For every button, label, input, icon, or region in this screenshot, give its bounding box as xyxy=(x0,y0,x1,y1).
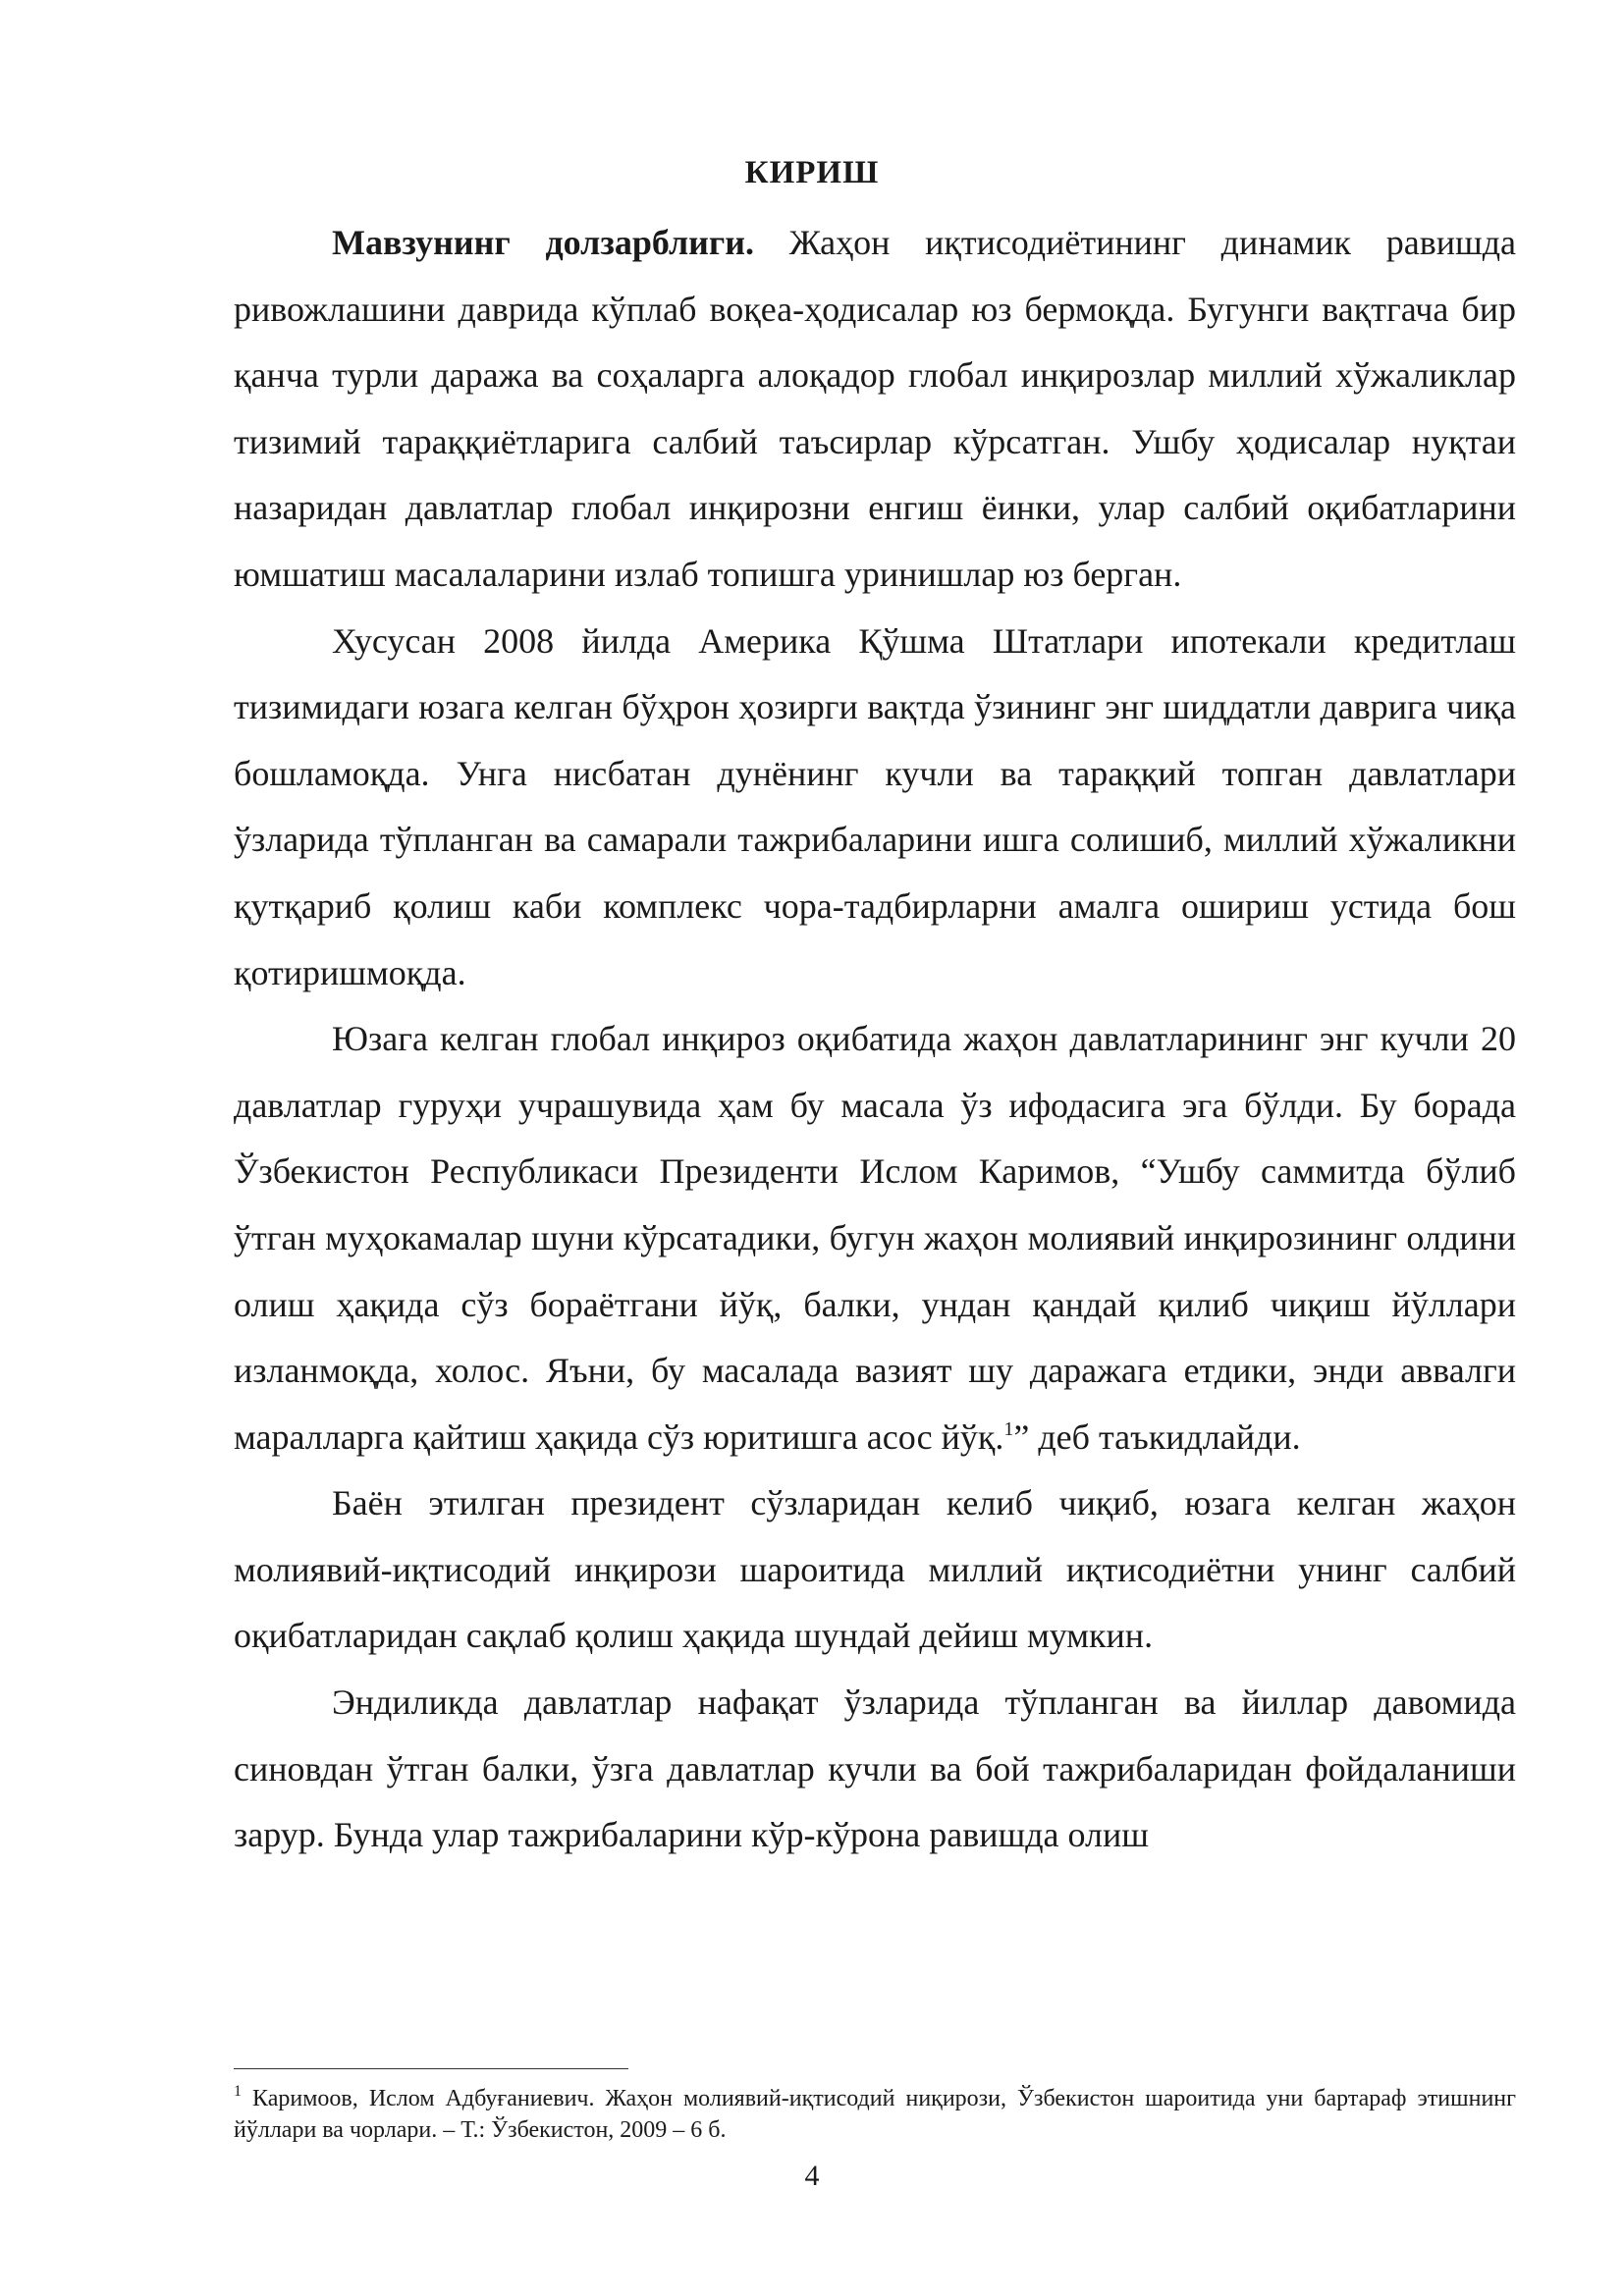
paragraph-text: Жаҳон иқтисодиётининг динамик равишда ривожлашини даврида кўплаб воқеа-ҳодисалар юз бермоқда. Бугунги вақтгача бир қанча турли даража ва соҳаларга алоқадор глобал инқирозлар миллий хўжаликлар тизимий тараққиётларига салбий таъсирлар кўрсатган. Ушбу ҳодисалар нуқтаи назаридан давлатлар глобал инқирозни енгиш ёинки, улар салбий оқибатларини юмшатиш масалаларини излаб топишга уринишлар юз берган. xyxy=(234,223,1516,594)
paragraph-relevance xyxy=(234,210,1516,609)
footnote-separator xyxy=(234,2068,628,2069)
footnote-reference[interactable]: 1 xyxy=(1003,1417,1014,1440)
body-text xyxy=(234,210,1516,1869)
paragraph-2008-crisis: Хусусан 2008 йилда Америка Қўшма Штатлари ипотекали кредитлаш тизимидаги юзага келган бўҳрон ҳозирги вақтда ўзининг энг шиддатли даврига чиқа бошламоқда. Унга нисбатан дунёнинг кучли ва тараққий топган давлатлари ўзларида тўпланган ва самарали тажрибаларини ишга солишиб, миллий хўжаликни қутқариб қолиш каби комплекс чора-тадбирларни амалга ошириш устида бош қотиришмоқда. xyxy=(234,620,1516,992)
paragraph-text: ” деб таъкидлайди. xyxy=(1013,1416,1301,1457)
paragraph-g20-quote xyxy=(234,1006,1516,1470)
footnote-marker: 1 xyxy=(234,2083,242,2100)
paragraph-president-words: Баён этилган президент сўзларидан келиб чиқиб, юзага келган жаҳон молиявий-иқтисодий инқирози шароитида миллий иқтисодиётни унинг салбий оқибатларидан сақлаб қолиш ҳақида шундай дейиш мумкин. xyxy=(234,1483,1516,1656)
paragraph-lead: Мавзунинг долзарблиги. xyxy=(332,223,754,262)
page-number: 4 xyxy=(804,2160,820,2192)
section-heading: КИРИШ xyxy=(744,155,880,190)
footnote xyxy=(234,2083,1516,2146)
footnote-text: Каримоов, Ислом Адбуғаниевич. Жаҳон молиявий-иқтисодий ниқирози, Ўзбекистон шароитида уни бартараф этишнинг йўллари ва чорлари. – Т.: Ўзбекистон, 2009 – 6 б. xyxy=(234,2086,1516,2143)
paragraph-text: Юзага келган глобал инқироз оқибатида жаҳон давлатларининг энг кучли 20 давлатлар гуруҳи учрашувида ҳам бу масала ўз ифодасига эга бўлди. Бу борада Ўзбекистон Республикаси Президенти Ислом Каримов, “Ушбу саммитда бўлиб ўтган муҳокамалар шуни кўрсатадики, бугун жаҳон молиявий инқирозининг олдини олиш ҳақида сўз бораётгани йўқ, балки, ундан қандай қилиб чиқиш йўллари изланмоқда, холос. Яъни, бу масалада вазият шу даражага етдики, энди аввалги маралларга қайтиш ҳақида сўз юритишга асос йўқ. xyxy=(234,1019,1516,1457)
paragraph-experience: Эндиликда давлатлар нафақат ўзларида тўпланган ва йиллар давомида синовдан ўтган балки, ўзга давлатлар кучли ва бой тажрибаларидан фойдаланиши зарур. Бунда улар тажрибаларини кўр-кўрона равишда олиш xyxy=(234,1682,1516,1855)
